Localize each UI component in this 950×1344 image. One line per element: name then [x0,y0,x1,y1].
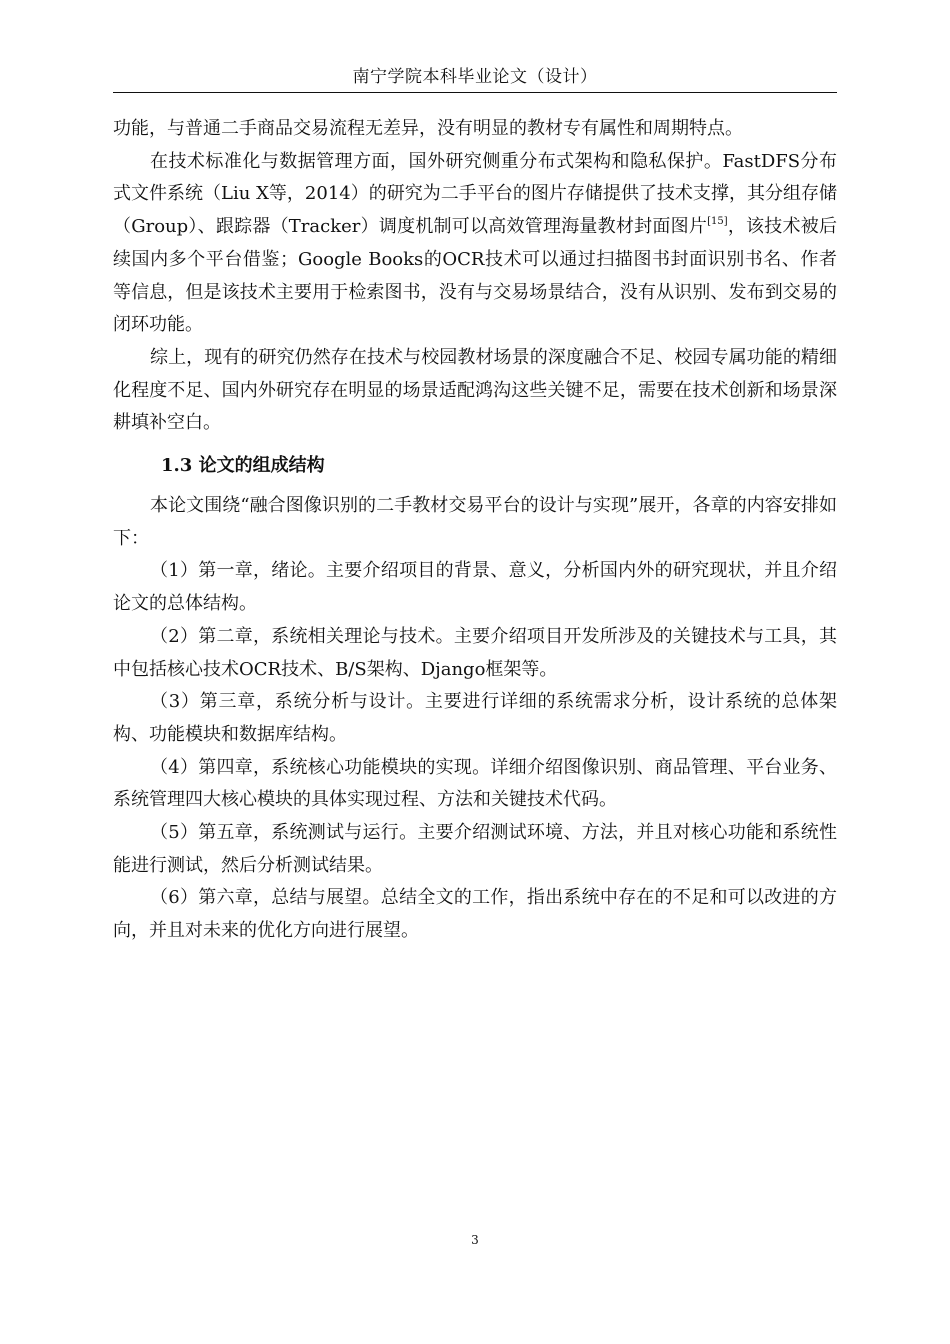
paragraph-structure-intro: 本论文围绕“融合图像识别的二手教材交易平台的设计与实现”展开，各章的内容安排如下： [113,495,837,549]
chapter-item: （5）第五章，系统测试与运行。主要介绍测试环境、方法，并且对核心功能和系统性能进行测试，然后分析测试结果。 [113,822,837,876]
paragraph-summary: 综上，现有的研究仍然存在技术与校园教材场景的深度融合不足、校园专属功能的精细化程度不足、国内外研究存在明显的场景适配鸿沟这些关键不足，需要在技术创新和场景深耕填补空白。 [113,346,837,434]
paragraph-continuation: 功能，与普通二手商品交易流程无差异，没有明显的教材专有属性和周期特点。 [113,118,743,139]
paragraph-text: 在技术标准化与数据管理方面，国外研究侧重分布式架构和隐私保护。FastDFS分布式文件系统（Liu X等，2014）的研究为二手平台的图片存储提供了技术支撑，其分组存储（Group）、跟踪器（Tracker）调度机制可以高效管理海量教材封面图片 [113,150,837,238]
chapter-item: （6）第六章，总结与展望。总结全文的工作，指出系统中存在的不足和可以改进的方向，并且对未来的优化方向进行展望。 [113,887,837,942]
paragraph-technical-standards [113,146,837,342]
chapter-item: （1）第一章，绪论。主要介绍项目的背景、意义，分析国内外的研究现状，并且介绍论文的总体结构。 [113,560,837,615]
page-header: 南宁学院本科毕业论文（设计） [352,67,598,87]
section-heading: 1.3 论文的组成结构 [161,455,325,477]
page-number: 3 [471,1233,479,1247]
chapter-item: （4）第四章，系统核心功能模块的实现。详细介绍图像识别、商品管理、平台业务、系统管理四大核心模块的具体实现过程、方法和关键技术代码。 [113,756,837,811]
header-rule [113,92,837,93]
citation-marker: [15] [707,216,728,228]
chapter-item: （2）第二章，系统相关理论与技术。主要介绍项目开发所涉及的关键技术与工具，其中包括核心技术OCR技术、B/S架构、Django框架等。 [113,625,837,680]
paragraph-text: ，该技术被后续国内多个平台借鉴；Google Books的OCR技术可以通过扫描图书封面识别书名、作者等信息，但是该技术主要用于检索图书，没有与交易场景结合，没有从识别、发布到交易的闭环功能。 [113,216,837,336]
document-body [113,113,837,948]
chapter-item: （3）第三章，系统分析与设计。主要进行详细的系统需求分析，设计系统的总体架构、功能模块和数据库结构。 [113,691,837,745]
